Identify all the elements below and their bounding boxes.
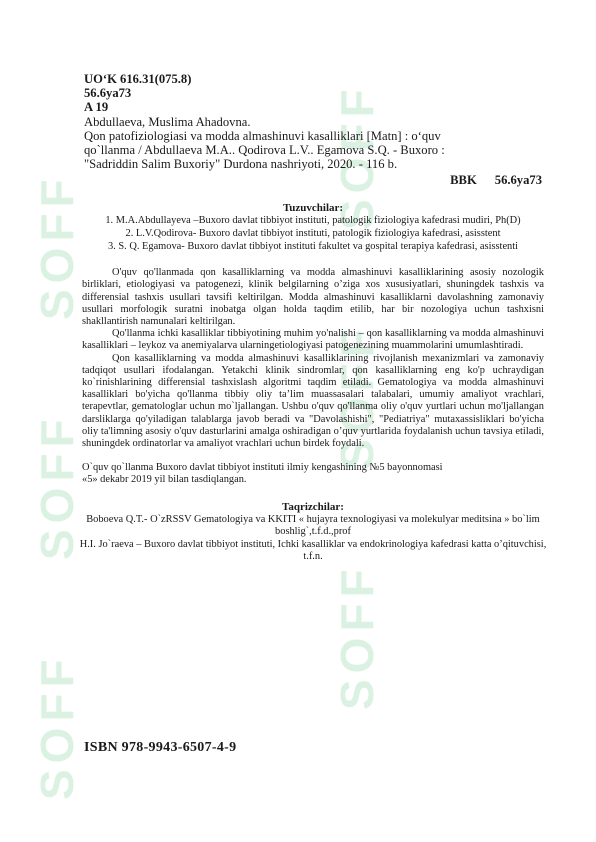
reviewer-item: H.I. Jo`raeva – Buxoro davlat tibbiyot instituti, Ichki kasalliklar va endokrinologiya kafedrasi katta o’qituvchisi, t.f.n. [79, 539, 547, 563]
bbk-label: BBK [450, 173, 477, 188]
citation-line: "Sadriddin Salim Buxoriy" Durdona nashriyoti, 2020. - 116 b. [84, 157, 398, 172]
watermark-text: SOFF [31, 173, 83, 320]
approval-note [82, 462, 544, 486]
udk-code: UO‘K 616.31(075.8) [84, 72, 192, 86]
watermark-text: SOFF [31, 413, 83, 560]
watermark-text: SOFF [31, 653, 83, 800]
abstract [82, 267, 544, 450]
classification-code: 56.6ya73 [84, 86, 132, 101]
isbn: ISBN 978-9943-6507-4-9 [84, 740, 237, 755]
watermark-text: SOFF [331, 323, 383, 470]
abstract-paragraph: Qon kasalliklarning va modda almashinuvi kasalliklarining rivojlanish mexanizmlari va zamonaviy tadqiqot usullari ifodalangan. Yetakchi klinik sindromlar, qon kasalliklarning eng ko'p uchraydigan ko`rinishlarining differensial tashxislash algoritmi taqdim etiladi. Gematologiya va modda almashinuvi kasalliklari bo'yicha qo'llanma tibbiy oliy ta’lim muassasalari talabalari, umumiy amaliyot vrachlari, terapevtlar, gematologlar uchun mo`ljallangan. Ushbu o'quv qo'llanma oliy o'quv yurtlari uchun mo'ljallangan darsliklarga qo'yiladigan talablarga javob beradi va "Davolashishi", "Pediatriya" mutaxassisliklari bo'yicha oliy ta'limning asosiy o'quv dasturlarini amalga oshiradigan o’quv yurtlarida foydalanish uchun tavsiya etiladi, shuningdek ordinatorlar va amaliyot vrachlari uchun birdek foydali. [82, 352, 544, 450]
imprint-content [79, 72, 547, 565]
approval-line: O`quv qo`llanma Buxoro davlat tibbiyot instituti ilmiy kengashining №5 bayonnomasi [82, 462, 443, 474]
abstract-paragraph: Qo'llanma ichki kasalliklar tibbiyotining muhim yo'nalishi – qon kasalliklarning va modda almashinuvi kasalliklari – leykoz va anemiyalarva ularningetiologiyasi patogenezining muammolarini umumlashtiradi. [82, 328, 544, 352]
compilers-title: Tuzuvchilar: [282, 201, 344, 214]
citation-line: Qon patofiziologiasi va modda almashinuvi kasalliklari [Matn] : o‘quv [84, 128, 441, 143]
compiler-item: 2. L.V.Qodirova- Buxoro davlat tibbiyot instituti, patologik fiziologiya kafedrasi, asisstent [125, 227, 501, 239]
reviewer-item: Boboeva Q.T.- O`zRSSV Gematologiya va KKITI « hujayra texnologiyasi va molekulyar meditsina » bo`lim boshlig`,t.f.d.,prof [86, 513, 540, 537]
author-name: Abdullaeva, Muslima Ahadovna. [84, 114, 251, 129]
watermark-text: SOFF [331, 563, 383, 710]
author-mark: A 19 [84, 100, 109, 115]
compiler-item: 1. M.A.Abdullayeva –Buxoro davlat tibbiyot instituti, patologik fiziologiya kafedrasi mudiri, Ph(D) [105, 214, 521, 226]
reviewers-list [76, 514, 550, 564]
reviewers-title: Taqrizchilar: [282, 500, 344, 513]
abstract-paragraph: O'quv qo'llanmada qon kasalliklarning va modda almashinuvi kasalliklarining asosiy nozologik birliklari, etiologiyasi va patogenezi, klinik belgilarning o’ziga xos xususiyatlari, shuningdek tashxis va differensial tashxis usullari tavsifi keltirilgan. Modda almashinuvi kasalliklarni davolashning zamonaviy usullari morfologik suratni inobatga olgan holda taqdim etilib, har bir nozologiya uchun tashxisni shakllantirish namunalari keltirilgan. [82, 267, 544, 328]
approval-line: «5» dekabr 2019 yil bilan tasdiqlangan. [82, 474, 247, 486]
watermark-text: SOFF [331, 83, 383, 230]
compiler-item: 3. S. Q. Egamova- Buxoro davlat tibbiyot instituti fakultet va gospital terapiya kafedrasi, asisstenti [107, 241, 519, 253]
bbk-code: 56.6ya73 [494, 173, 542, 188]
compilers-list [76, 215, 550, 254]
bbk-line [84, 173, 542, 187]
citation-line: qo`llanma / Abdullaeva M.A.. Qodirova L.V.. Egamova S.Q. - Buxoro : [84, 143, 445, 158]
